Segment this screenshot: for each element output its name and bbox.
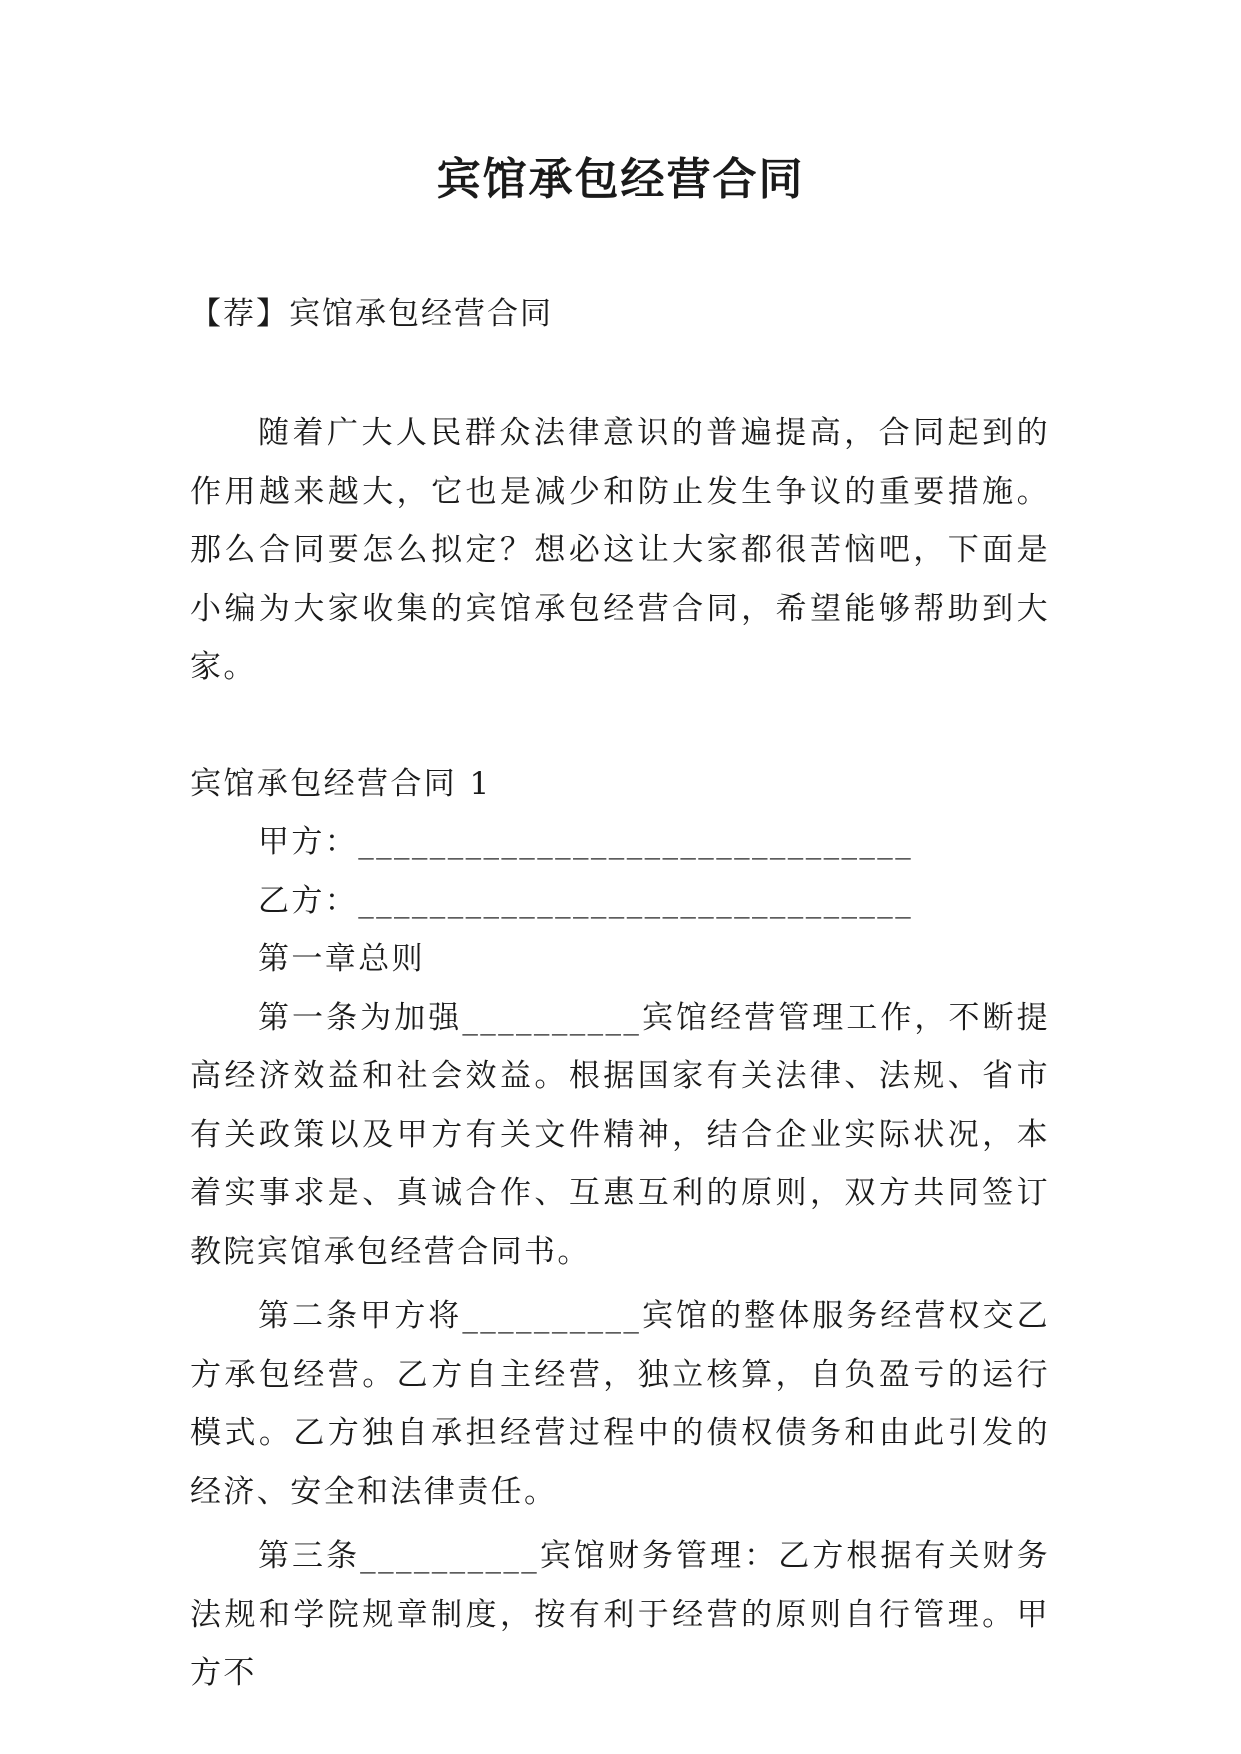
article-1-paragraph: 第一条为加强__________宾馆经营管理工作，不断提高经济效益和社会效益。根据国家有关法律、法规、省市有关政策以及甲方有关文件精神，结合企业实际状况，本着实事求是、真诚合作、互惠互利的原则，双方共同签订教院宾馆承包经营合同书。 xyxy=(190,999,1050,1270)
document-title: 宾馆承包经营合同 xyxy=(436,154,805,205)
party-b-line: 乙方：_______________________________ xyxy=(258,882,914,919)
intro-paragraph: 随着广大人民群众法律意识的普遍提高，合同起到的作用越来越大，它也是减少和防止发生争议的重要措施。那么合同要怎么拟定？想必这让大家都很苦恼吧，下面是小编为大家收集的宾馆承包经营合同，希望能够帮助到大家。 xyxy=(190,415,1050,685)
document-body xyxy=(190,404,1050,1703)
article-3-paragraph: 第三条__________宾馆财务管理：乙方根据有关财务法规和学院规章制度，按有利于经营的原则自行管理。甲方不 xyxy=(190,1538,1050,1691)
recommended-tag-line: 【荐】宾馆承包经营合同 xyxy=(190,296,553,332)
section-heading: 宾馆承包经营合同 1 xyxy=(190,765,492,802)
chapter-heading: 第一章总则 xyxy=(258,941,425,977)
party-a-line: 甲方：_______________________________ xyxy=(258,824,914,860)
article-2-paragraph: 第二条甲方将__________宾馆的整体服务经营权交乙方承包经营。乙方自主经营，独立核算，自负盈亏的运行模式。乙方独自承担经营过程中的债权债务和由此引发的经济、安全和法律责任。 xyxy=(190,1298,1050,1510)
